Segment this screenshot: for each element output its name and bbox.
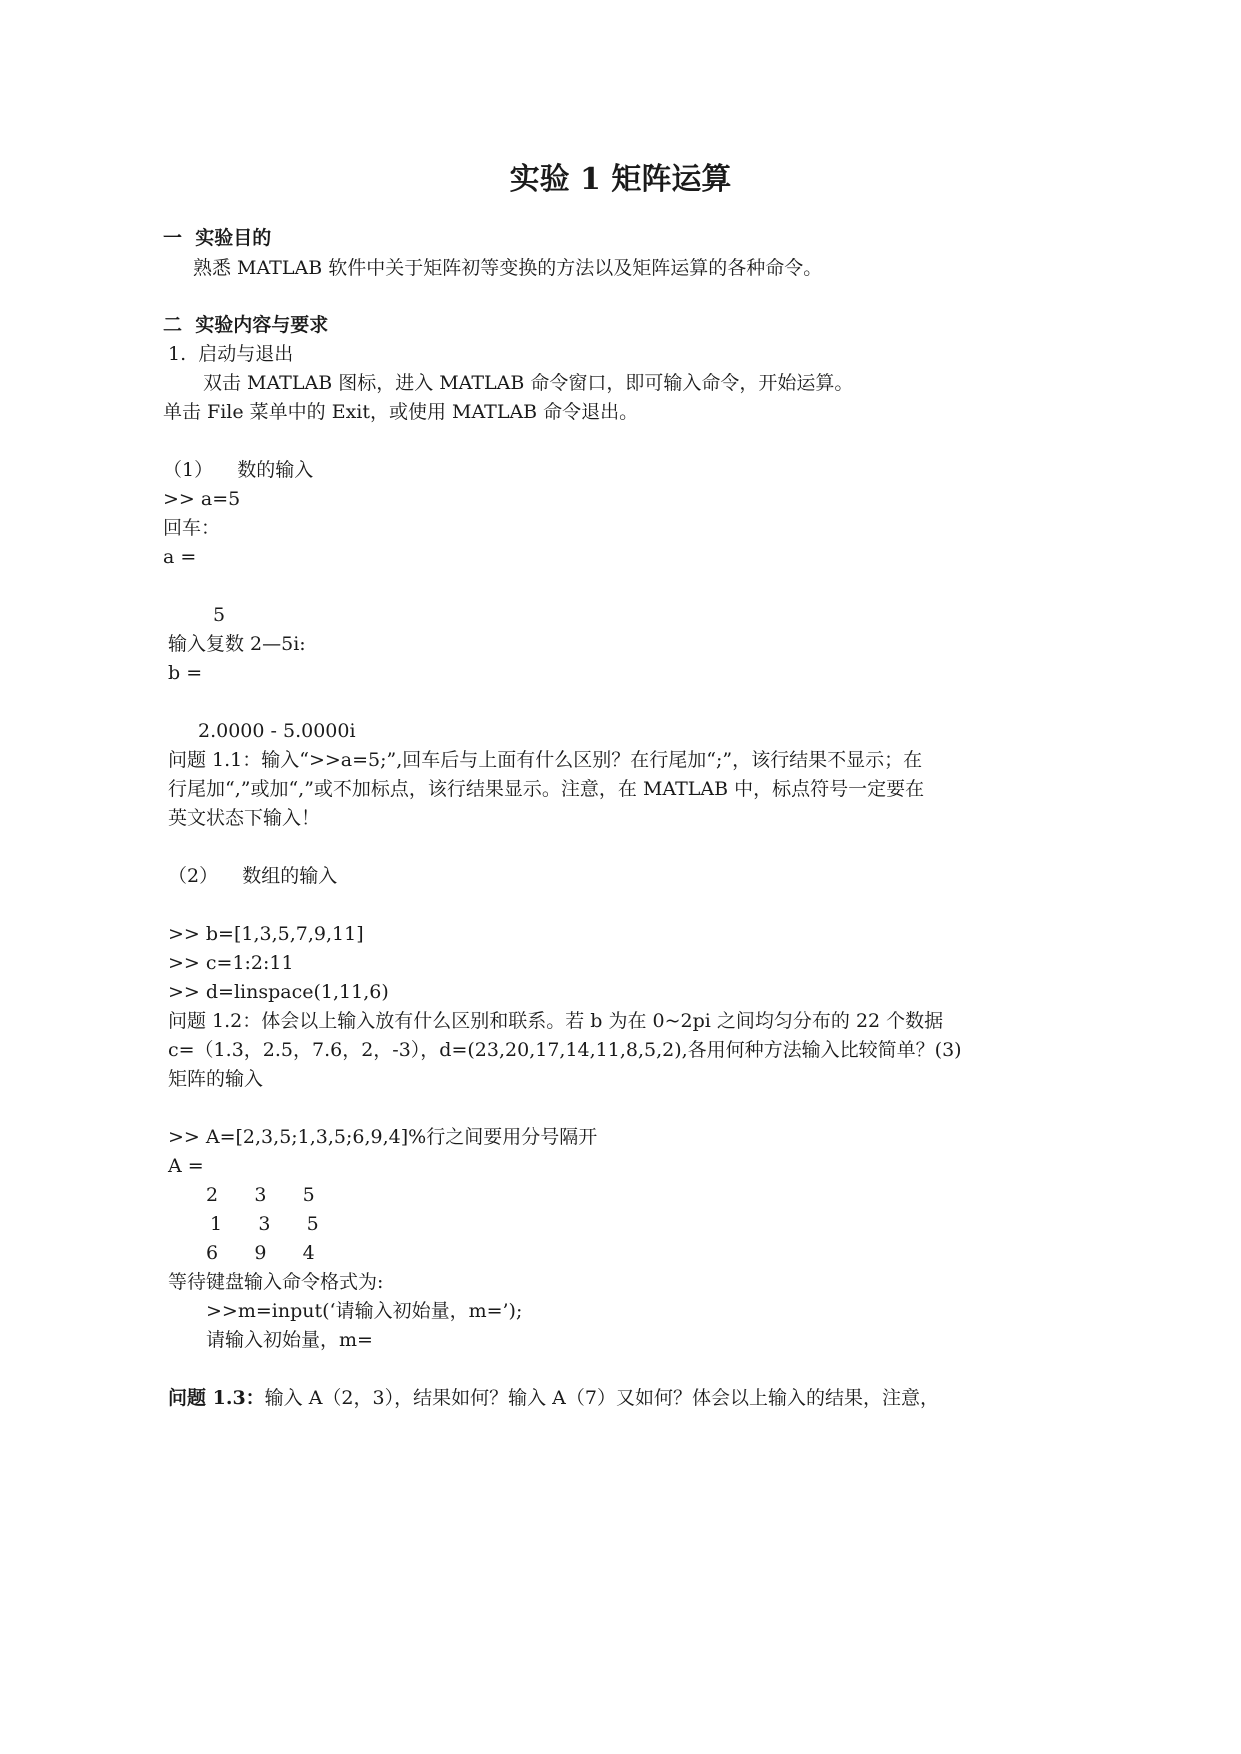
code-line: >> A=[2,3,5;1,3,5;6,9,4]%行之间要用分号隔开 — [168, 1126, 598, 1148]
paragraph-line: 回车： — [163, 517, 221, 539]
code-line: >> d=linspace(1,11,6) — [168, 981, 389, 1003]
question-line: c=（1.3，2.5，7.6，2，-3），d=(23,20,17,14,11,8,5,2),各用何种方法输入比较简单？(3) — [168, 1039, 962, 1061]
section-heading-content: 二 实验内容与要求 — [163, 314, 329, 336]
question-label: 问题 1.3： — [168, 1387, 265, 1409]
question-line — [168, 1386, 939, 1410]
paragraph-line: 等待键盘输入命令格式为: — [168, 1271, 384, 1293]
matrix-row: 6 9 4 — [206, 1242, 315, 1264]
code-line: >>m=input(‘请输入初始量，m=’); — [206, 1300, 523, 1322]
question-line: 问题 1.1：输入“>>a=5;”,回车后与上面有什么区别？在行尾加“;”，该行结果不显示；在 — [168, 749, 923, 771]
matrix-row: 2 3 5 — [206, 1184, 315, 1206]
item-heading: （2） 数组的输入 — [168, 865, 338, 887]
code-output-line: A = — [168, 1155, 204, 1177]
item-heading: （1） 数的输入 — [163, 459, 314, 481]
subsection-heading: 1. 启动与退出 — [168, 343, 294, 365]
code-line: >> b=[1,3,5,7,9,11] — [168, 923, 364, 945]
question-line: 问题 1.2：体会以上输入放有什么区别和联系。若 b 为在 0~2pi 之间均匀分布的 22 个数据 — [168, 1010, 944, 1032]
matrix-row: 1 3 5 — [210, 1213, 319, 1235]
code-output-line: 2.0000 - 5.0000i — [198, 720, 356, 742]
code-output-line: b = — [168, 662, 203, 684]
paragraph-line: 单击 File 菜单中的 Exit，或使用 MATLAB 命令退出。 — [163, 401, 639, 423]
code-output-line: a = — [163, 546, 197, 568]
paragraph-line: 输入复数 2—5i: — [168, 633, 306, 655]
question-line: 矩阵的输入 — [168, 1068, 264, 1090]
code-line: 请输入初始量，m= — [206, 1329, 373, 1351]
question-line: 行尾加“,”或加“,”或不加标点，该行结果显示。注意，在 MATLAB 中，标点符号一定要在 — [168, 778, 925, 800]
code-line: >> c=1:2:11 — [168, 952, 294, 974]
paragraph-line: 熟悉 MATLAB 软件中关于矩阵初等变换的方法以及矩阵运算的各种命令。 — [193, 257, 823, 279]
code-line: >> a=5 — [163, 488, 241, 510]
paragraph-line: 双击 MATLAB 图标，进入 MATLAB 命令窗口，即可输入命令，开始运算。 — [203, 372, 854, 394]
question-line: 英文状态下输入！ — [168, 807, 321, 829]
code-output-line: 5 — [213, 604, 226, 626]
section-heading-objective: 一 实验目的 — [163, 227, 272, 249]
question-text: 输入 A（2，3），结果如何？输入 A（7）又如何？体会以上输入的结果，注意， — [264, 1387, 939, 1409]
document-title: 实验 1 矩阵运算 — [509, 162, 732, 197]
